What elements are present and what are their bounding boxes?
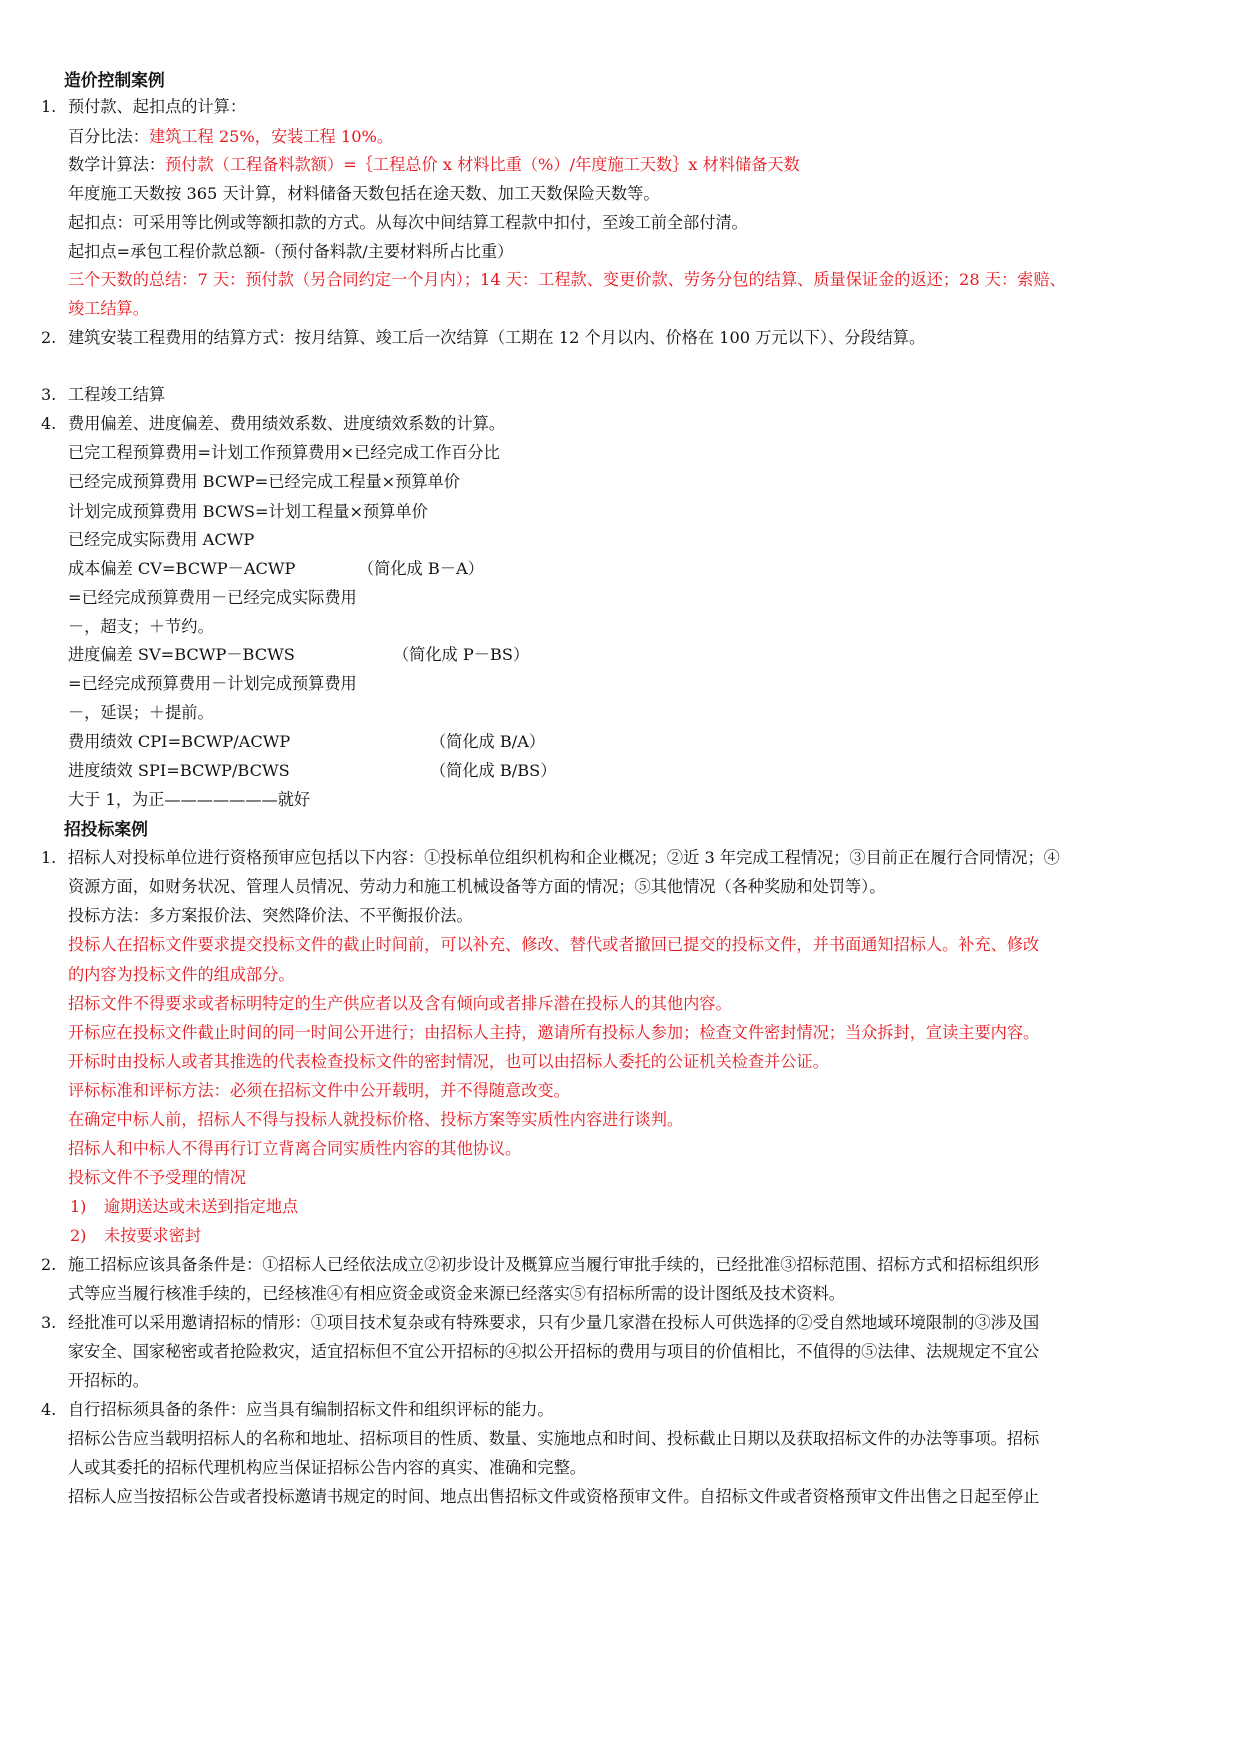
formula-shorthand: （简化成 B/BS）	[430, 761, 557, 780]
body-text: 家安全、国家秘密或者抢险救灾，适宜招标但不宜公开招标的④拟公开招标的费用与项目的价值相比，不值得的⑤法律、法规规定不宜公	[68, 1342, 1040, 1361]
list-number: 4.	[41, 414, 57, 433]
text-line	[68, 617, 214, 637]
text-line	[68, 1139, 521, 1159]
highlighted-text: 开标时由投标人或者其推选的代表检查投标文件的密封情况，也可以由招标人委托的公证机关检查并公证。	[68, 1052, 829, 1071]
body-text: 起扣点=承包工程价款总额-（预付备料款/主要材料所占比重）	[68, 242, 514, 261]
formula-shorthand: （简化成 P－BS）	[393, 645, 530, 664]
sub-list-marker: 2)	[70, 1226, 87, 1245]
highlighted-text: 在确定中标人前，招标人不得与投标人就投标价格、投标方案等实质性内容进行谈判。	[68, 1110, 684, 1129]
text-line	[68, 1429, 1039, 1449]
body-text: =已经完成预算费用－计划完成预算费用	[68, 674, 357, 693]
body-text: 招标人对投标单位进行资格预审应包括以下内容：①投标单位组织机构和企业概况；②近 3 年完成工程情况；③目前正在履行合同情况；④	[68, 848, 1060, 867]
body-text: 资源方面，如财务状况、管理人员情况、劳动力和施工机械设备等方面的情况；⑤其他情况（各种奖励和处罚等）。	[68, 877, 886, 896]
body-text: 费用绩效 CPI=BCWP/ACWP	[68, 732, 291, 751]
text-line	[68, 761, 290, 781]
text-line	[68, 645, 295, 665]
text-line	[68, 1110, 683, 1130]
text-line	[68, 703, 214, 723]
text-line	[68, 385, 165, 405]
highlighted-text: 逾期送达或未送到指定地点	[104, 1197, 299, 1216]
text-line	[68, 1023, 1039, 1043]
text-line	[68, 877, 885, 897]
formula-shorthand: （简化成 B－A）	[358, 559, 484, 578]
list-number: 4.	[41, 1400, 57, 1419]
text-line	[68, 155, 800, 175]
highlighted-text: 评标标准和评标方法：必须在招标文件中公开载明，并不得随意改变。	[68, 1081, 570, 1100]
heading-text: 造价控制案例	[64, 70, 165, 90]
text-line	[68, 270, 1066, 290]
section-heading	[64, 70, 165, 90]
body-text: 施工招标应该具备条件是：①招标人已经依法成立②初步设计及概算应当履行审批手续的，已经批准③招标范围、招标方式和招标组织形	[68, 1255, 1040, 1274]
text-line	[68, 242, 513, 262]
body-text: 工程竣工结算	[68, 385, 166, 404]
text-line	[68, 732, 290, 752]
body-text: 已经完成实际费用 ACWP	[68, 530, 255, 549]
body-text: －，延误；＋提前。	[68, 703, 214, 722]
highlighted-text: 投标文件不予受理的情况	[68, 1168, 247, 1187]
list-number: 2.	[41, 328, 57, 347]
section-heading	[64, 819, 148, 839]
highlighted-text: 建筑工程 25%，安装工程 10%。	[148, 127, 394, 146]
body-text: 数学计算法：	[68, 155, 166, 174]
text-line	[68, 1458, 586, 1478]
body-text: 已经完成预算费用 BCWP=已经完成工程量×预算单价	[68, 472, 460, 491]
list-number: 1.	[41, 97, 57, 116]
text-line	[68, 213, 748, 233]
text-line	[68, 588, 357, 608]
text-line	[68, 328, 925, 348]
text-line	[68, 1284, 845, 1304]
highlighted-text: 招标人和中标人不得再行订立背离合同实质性内容的其他协议。	[68, 1139, 522, 1158]
text-line	[68, 1342, 1039, 1362]
text-line	[68, 299, 149, 319]
text-line	[68, 790, 310, 810]
body-text: 大于 1，为正———————就好	[68, 790, 311, 809]
text-line	[68, 965, 295, 985]
text-line	[68, 184, 660, 204]
text-line	[68, 1255, 1039, 1275]
body-text: 年度施工天数按 365 天计算，材料储备天数包括在途天数、加工天数保险天数等。	[68, 184, 660, 203]
list-number: 2.	[41, 1255, 57, 1274]
text-line	[68, 502, 428, 522]
heading-text: 招投标案例	[64, 819, 148, 839]
body-text: 式等应当履行核准手续的，已经核准④有相应资金或资金来源已经落实⑤有招标所需的设计图纸及技术资料。	[68, 1284, 845, 1303]
highlighted-text: 三个天数的总结：7 天：预付款（另合同约定一个月内）；14 天：工程款、变更价款、劳务分包的结算、质量保证金的返还；28 天：索赔、	[68, 270, 1066, 289]
body-text: 自行招标须具备的条件：应当具有编制招标文件和组织评标的能力。	[68, 1400, 554, 1419]
sub-list-marker: 1)	[70, 1197, 87, 1216]
body-text: 费用偏差、进度偏差、费用绩效系数、进度绩效系数的计算。	[68, 414, 506, 433]
body-text: 成本偏差 CV=BCWP－ACWP	[68, 559, 296, 578]
body-text: 进度偏差 SV=BCWP－BCWS	[68, 645, 295, 664]
list-number: 3.	[41, 385, 57, 404]
body-text: 进度绩效 SPI=BCWP/BCWS	[68, 761, 290, 780]
body-text: 经批准可以采用邀请招标的情形：①项目技术复杂或有特殊要求，只有少量几家潜在投标人可供选择的②受自然地域环境限制的③涉及国	[68, 1313, 1040, 1332]
text-line	[68, 906, 473, 926]
text-line	[68, 97, 246, 117]
text-line	[104, 1197, 298, 1217]
list-number: 3.	[41, 1313, 57, 1332]
highlighted-text: 竣工结算。	[68, 299, 149, 318]
body-text: 人或其委托的招标代理机构应当保证招标公告内容的真实、准确和完整。	[68, 1458, 586, 1477]
body-text: 建筑安装工程费用的结算方式：按月结算、竣工后一次结算（工期在 12 个月以内、价格在 100 万元以下）、分段结算。	[68, 328, 926, 347]
text-line	[68, 848, 1060, 868]
highlighted-text: 开标应在投标文件截止时间的同一时间公开进行；由招标人主持，邀请所有投标人参加；检查文件密封情况；当众拆封，宣读主要内容。	[68, 1023, 1040, 1042]
body-text: －，超支；＋节约。	[68, 617, 214, 636]
highlighted-text: 未按要求密封	[104, 1226, 202, 1245]
text-line	[68, 443, 500, 463]
text-line	[68, 1168, 246, 1188]
text-line	[68, 1081, 570, 1101]
highlighted-text: 预付款（工程备料款额）=｛工程总价 x 材料比重（%）/年度施工天数｝x 材料储备天数	[165, 155, 800, 174]
text-line	[68, 674, 357, 694]
highlighted-text: 投标人在招标文件要求提交投标文件的截止时间前，可以补充、修改、替代或者撤回已提交的投标文件，并书面通知招标人。补充、修改	[68, 935, 1040, 954]
body-text: 开招标的。	[68, 1371, 149, 1390]
list-number: 1.	[41, 848, 57, 867]
text-line	[68, 1371, 149, 1391]
body-text: 起扣点：可采用等比例或等额扣款的方式。从每次中间结算工程款中扣付，至竣工前全部付清。	[68, 213, 748, 232]
highlighted-text: 的内容为投标文件的组成部分。	[68, 965, 295, 984]
body-text: 预付款、起扣点的计算：	[68, 97, 247, 116]
body-text: =已经完成预算费用－已经完成实际费用	[68, 588, 357, 607]
text-line	[68, 414, 505, 434]
text-line	[104, 1226, 201, 1246]
body-text: 招标人应当按招标公告或者投标邀请书规定的时间、地点出售招标文件或资格预审文件。自招标文件或者资格预审文件出售之日起至停止	[68, 1487, 1040, 1506]
text-line	[68, 472, 460, 492]
text-line	[68, 1052, 829, 1072]
body-text: 计划完成预算费用 BCWS=计划工程量×预算单价	[68, 502, 428, 521]
highlighted-text: 招标文件不得要求或者标明特定的生产供应者以及含有倾向或者排斥潜在投标人的其他内容。	[68, 994, 732, 1013]
text-line	[68, 1487, 1039, 1507]
text-line	[68, 935, 1039, 955]
body-text: 招标公告应当载明招标人的名称和地址、招标项目的性质、数量、实施地点和时间、投标截止日期以及获取招标文件的办法等事项。招标	[68, 1429, 1040, 1448]
text-line	[68, 530, 254, 550]
body-text: 投标方法：多方案报价法、突然降价法、不平衡报价法。	[68, 906, 473, 925]
text-line	[68, 994, 732, 1014]
body-text: 已完工程预算费用=计划工作预算费用×已经完成工作百分比	[68, 443, 500, 462]
text-line	[68, 127, 393, 147]
text-line	[68, 1313, 1039, 1333]
formula-shorthand: （简化成 B/A）	[430, 732, 546, 751]
text-line	[68, 1400, 554, 1420]
body-text: 百分比法：	[68, 127, 149, 146]
text-line	[68, 559, 295, 579]
